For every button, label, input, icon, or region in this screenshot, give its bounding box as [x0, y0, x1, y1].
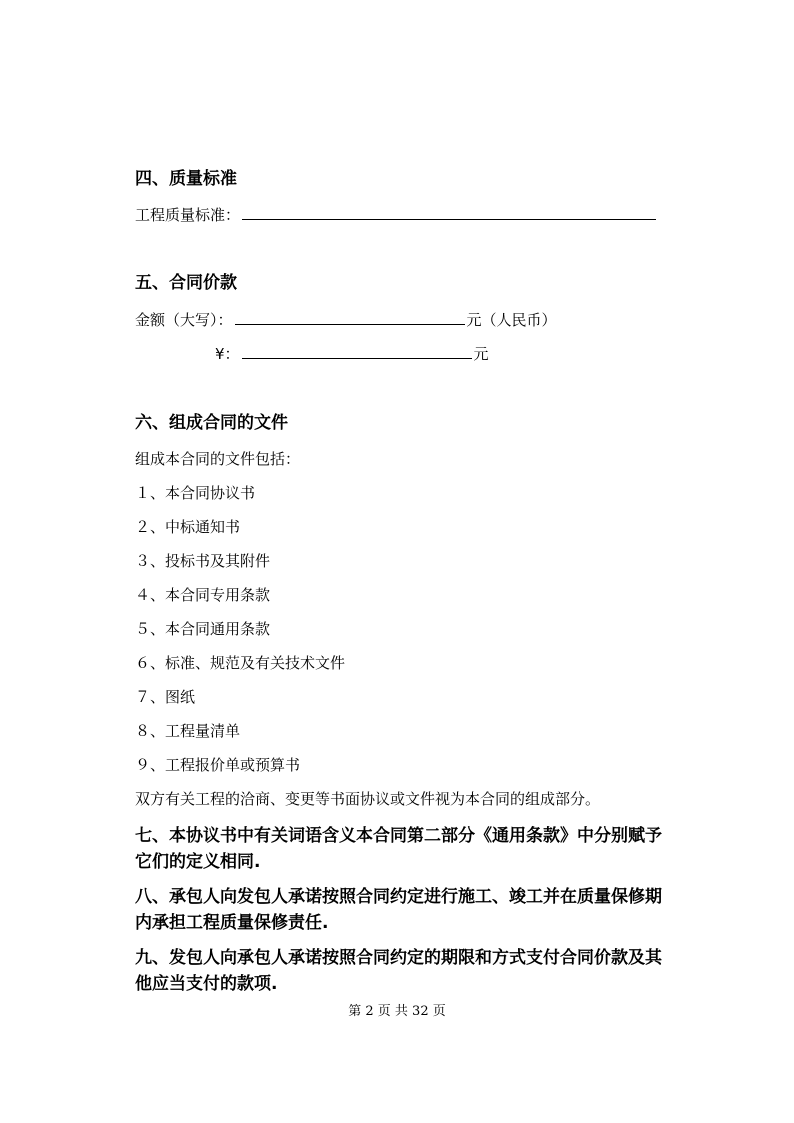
list-item: ３、投标书及其附件: [135, 552, 271, 570]
amount-upper-row: [135, 308, 557, 330]
section8-paragraph: 八、承包人向发包人承诺按照合同约定进行施工、竣工并在质量保修期内承担工程质量保修责任.: [135, 887, 662, 933]
section9-paragraph: 九、发包人向承包人承诺按照合同约定的期限和方式支付合同价款及其他应当支付的款项.: [135, 948, 662, 994]
quality-standard-blank[interactable]: [242, 203, 656, 220]
list-item: ６、标准、规范及有关技术文件: [135, 654, 346, 672]
amount-num-label: ¥：: [215, 345, 240, 363]
list-item: ７、图纸: [135, 688, 196, 706]
amount-num-suffix: 元: [473, 345, 489, 363]
section5-heading: 五、合同价款: [135, 273, 237, 293]
section6-intro: 组成本合同的文件包括：: [135, 450, 301, 468]
amount-num-row: [215, 342, 489, 364]
page-number-footer: 第 2 页 共 32 页: [348, 1004, 446, 1019]
section6-closing: 双方有关工程的洽商、变更等书面协议或文件视为本合同的组成部分。: [135, 790, 601, 808]
amount-upper-blank[interactable]: [235, 308, 465, 325]
list-item: ４、本合同专用条款: [135, 586, 271, 604]
quality-standard-row: [135, 203, 658, 225]
list-item: １、本合同协议书: [135, 484, 256, 502]
list-item: ２、中标通知书: [135, 518, 241, 536]
list-item: ５、本合同通用条款: [135, 620, 271, 638]
list-item: ８、工程量清单: [135, 722, 241, 740]
section6-heading: 六、组成合同的文件: [135, 413, 288, 433]
section7-paragraph: 七、本协议书中有关词语含义本合同第二部分《通用条款》中分别赋予它们的定义相同.: [135, 826, 662, 872]
amount-upper-suffix: 元（人民币）: [466, 311, 557, 329]
list-item: ９、工程报价单或预算书: [135, 756, 301, 774]
section4-heading: 四、质量标准: [135, 169, 237, 189]
amount-num-blank[interactable]: [242, 342, 472, 359]
amount-upper-label: 金额（大写）：: [135, 311, 233, 329]
quality-standard-label: 工程质量标准：: [135, 206, 241, 224]
